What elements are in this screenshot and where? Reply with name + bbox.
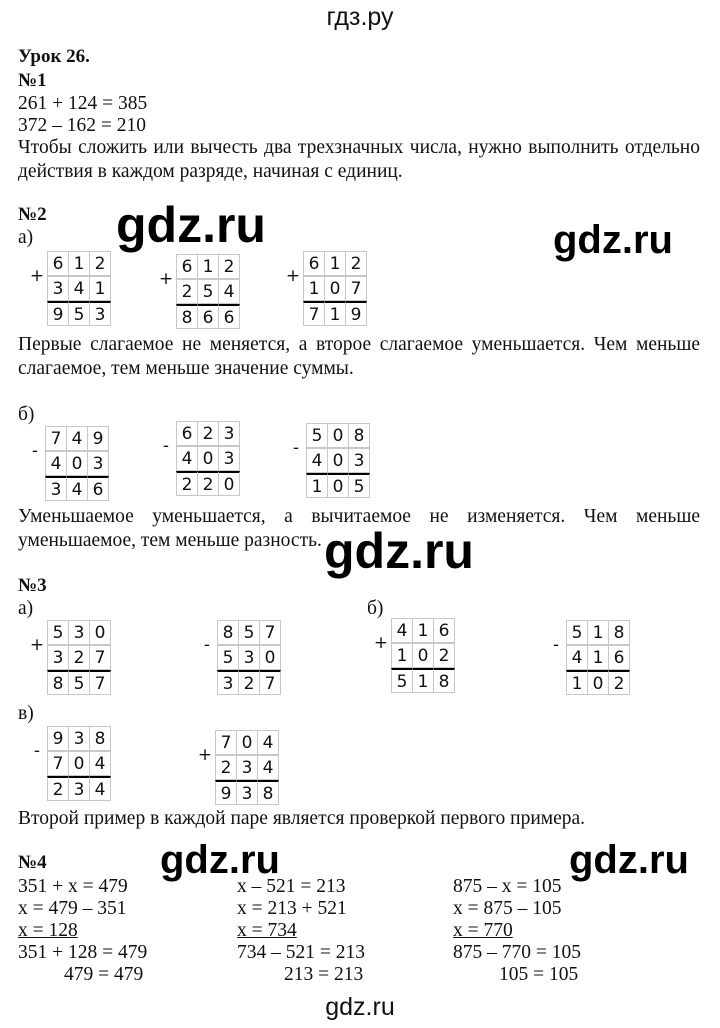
calc-row <box>545 621 630 655</box>
calc-operator: - <box>31 441 39 461</box>
calc-row <box>26 302 111 327</box>
calc-digit: 1 <box>566 670 588 695</box>
calc-2b-3 <box>285 424 370 499</box>
calc-digit: 0 <box>259 645 281 670</box>
calc-operator-space <box>370 669 392 694</box>
calc-digit: 0 <box>327 448 349 473</box>
ex4-c1-l3: х = 128 <box>18 920 78 941</box>
calc-digit: 2 <box>238 670 260 695</box>
calc-digit: 0 <box>89 620 111 645</box>
calc-digit: 2 <box>176 471 198 496</box>
calc-digit: 9 <box>345 301 367 326</box>
calc-digit: 4 <box>66 476 88 501</box>
calc-row <box>26 727 111 761</box>
calc-digit: 1 <box>324 301 346 326</box>
calc-digit: 8 <box>608 620 630 645</box>
calc-digit: 0 <box>236 730 258 755</box>
calc-2a-3 <box>282 252 367 327</box>
calc-digit: 3 <box>238 645 260 670</box>
calc-digit: 2 <box>197 421 219 446</box>
calc-row <box>155 422 240 456</box>
calc-digit: 0 <box>327 473 349 498</box>
calc-digit: 1 <box>412 668 434 693</box>
calc-digit: 0 <box>324 276 346 301</box>
calc-digit: 4 <box>306 448 328 473</box>
calc-digit: 2 <box>345 251 367 276</box>
calc-digit: 3 <box>89 301 111 326</box>
calc-digit: 3 <box>218 421 240 446</box>
calc-digit: 2 <box>197 471 219 496</box>
lesson-title: Урок 26. <box>18 46 90 67</box>
calc-digit: 6 <box>608 645 630 670</box>
calc-row <box>26 671 111 696</box>
ex4-c2-l3: х = 734 <box>237 920 297 941</box>
calc-digit: 0 <box>218 471 240 496</box>
calc-digit: 6 <box>433 618 455 643</box>
ex2-a-label: а) <box>18 227 34 248</box>
ex2-b-text: Уменьшаемое уменьшается, а вычитаемое не изменяется. Чем меньше уменьшаемое, тем меньше разность. <box>18 506 700 551</box>
ex4-c2-l1: х – 521 = 213 <box>237 876 346 897</box>
calc-digit: 0 <box>66 451 88 476</box>
ex3-a-label: а) <box>18 598 34 619</box>
calc-3v-2 <box>194 731 279 806</box>
ex4-c1-l1: 351 + х = 479 <box>18 876 128 897</box>
calc-operator-space <box>26 302 48 327</box>
calc-row <box>26 777 111 802</box>
calc-digit: 6 <box>197 304 219 329</box>
calc-operator-space <box>196 671 218 696</box>
ex4-c3-l2: х = 875 – 105 <box>453 898 562 919</box>
calc-row <box>196 671 281 696</box>
ex4-c2-l2: х = 213 + 521 <box>237 898 347 919</box>
calc-digit: 5 <box>47 620 69 645</box>
calc-digit: 7 <box>215 730 237 755</box>
calc-3b-1 <box>370 619 455 694</box>
watermark-1: gdz.ru <box>116 197 266 253</box>
calc-digit: 3 <box>217 670 239 695</box>
calc-operator: + <box>29 266 45 286</box>
ex1-line-2: 372 – 162 = 210 <box>18 115 146 136</box>
calc-operator: - <box>292 438 300 458</box>
calc-row <box>155 305 240 330</box>
calc-operator-space <box>194 781 216 806</box>
calc-operator-space <box>285 474 307 499</box>
calc-operator-space <box>155 305 177 330</box>
calc-digit: 1 <box>587 645 609 670</box>
calc-digit: 4 <box>566 645 588 670</box>
calc-3v-1 <box>26 727 111 802</box>
calc-digit: 0 <box>327 423 349 448</box>
calc-digit: 3 <box>236 780 258 805</box>
ex4-c3-l4: 875 – 770 = 105 <box>453 942 581 963</box>
calc-digit: 7 <box>45 426 67 451</box>
calc-digit: 4 <box>257 730 279 755</box>
calc-digit: 6 <box>218 304 240 329</box>
calc-row <box>26 252 111 286</box>
calc-row <box>285 474 370 499</box>
ex4-c1-l4: 351 + 128 = 479 <box>18 942 148 963</box>
calc-operator: - <box>552 635 560 655</box>
calc-digit: 3 <box>87 451 109 476</box>
calc-digit: 7 <box>259 620 281 645</box>
calc-row <box>370 619 455 653</box>
watermark-2: gdz.ru <box>553 218 673 262</box>
ex4-c3-l1: 875 – х = 105 <box>453 876 562 897</box>
calc-digit: 4 <box>45 451 67 476</box>
calc-digit: 2 <box>215 755 237 780</box>
ex3-text: Второй пример в каждой паре является проверкой первого примера. <box>18 808 586 829</box>
calc-digit: 6 <box>87 476 109 501</box>
ex3-b-label: б) <box>367 598 384 619</box>
calc-digit: 3 <box>218 446 240 471</box>
calc-digit: 7 <box>89 670 111 695</box>
ex4-c2-l4: 734 – 521 = 213 <box>237 942 365 963</box>
calc-digit: 1 <box>197 254 219 279</box>
calc-digit: 3 <box>47 645 69 670</box>
calc-row <box>155 472 240 497</box>
calc-digit: 5 <box>197 279 219 304</box>
calc-digit: 1 <box>412 618 434 643</box>
calc-operator-space <box>155 472 177 497</box>
calc-operator-space <box>24 477 46 502</box>
calc-row <box>194 781 279 806</box>
calc-operator: - <box>162 436 170 456</box>
calc-digit: 8 <box>47 670 69 695</box>
calc-digit: 4 <box>68 276 90 301</box>
calc-digit: 5 <box>391 668 413 693</box>
ex2-title: №2 <box>18 204 47 225</box>
ex3-v-label: в) <box>18 703 34 724</box>
ex3-title: №3 <box>18 575 47 596</box>
ex4-c3-l3: х = 770 <box>453 920 513 941</box>
site-title[interactable]: гдз.ру <box>326 3 394 31</box>
calc-operator: + <box>158 269 174 289</box>
calc-row <box>24 477 109 502</box>
calc-digit: 6 <box>303 251 325 276</box>
calc-digit: 0 <box>68 751 90 776</box>
calc-2b-1 <box>24 427 109 502</box>
calc-row <box>285 424 370 458</box>
calc-digit: 3 <box>68 620 90 645</box>
calc-digit: 4 <box>257 755 279 780</box>
footer-site[interactable]: gdz.ru <box>325 993 395 1021</box>
calc-digit: 0 <box>412 643 434 668</box>
calc-digit: 7 <box>47 751 69 776</box>
calc-operator-space <box>282 302 304 327</box>
ex4-title: №4 <box>18 852 47 873</box>
ex4-c1-l2: х = 479 – 351 <box>18 898 127 919</box>
calc-row <box>155 255 240 289</box>
calc-digit: 1 <box>68 251 90 276</box>
calc-operator: + <box>29 635 45 655</box>
calc-digit: 2 <box>608 670 630 695</box>
calc-digit: 7 <box>259 670 281 695</box>
calc-digit: 2 <box>47 776 69 801</box>
calc-digit: 2 <box>89 251 111 276</box>
calc-row <box>26 621 111 655</box>
ex2-a-text: Первые слагаемое не меняется, а второе слагаемое уменьшается. Чем меньше слагаемое, тем меньше значение суммы. <box>18 334 700 379</box>
calc-digit: 5 <box>566 620 588 645</box>
calc-digit: 5 <box>68 670 90 695</box>
calc-digit: 2 <box>68 645 90 670</box>
calc-digit: 4 <box>89 751 111 776</box>
calc-digit: 6 <box>47 251 69 276</box>
calc-digit: 3 <box>47 276 69 301</box>
calc-operator: + <box>373 633 389 653</box>
calc-digit: 7 <box>345 276 367 301</box>
calc-digit: 8 <box>217 620 239 645</box>
calc-digit: 5 <box>68 301 90 326</box>
calc-digit: 1 <box>303 276 325 301</box>
calc-digit: 3 <box>348 448 370 473</box>
calc-digit: 4 <box>218 279 240 304</box>
ex4-c3-l5: 105 = 105 <box>499 964 579 985</box>
calc-3b-2 <box>545 621 630 696</box>
ex4-c1-l5: 479 = 479 <box>64 964 144 985</box>
calc-digit: 3 <box>68 726 90 751</box>
ex1-title: №1 <box>18 70 47 91</box>
calc-row <box>282 252 367 286</box>
calc-operator: - <box>203 635 211 655</box>
calc-digit: 1 <box>306 473 328 498</box>
calc-digit: 1 <box>391 643 413 668</box>
ex1-line-1: 261 + 124 = 385 <box>18 93 148 114</box>
calc-digit: 0 <box>587 670 609 695</box>
watermark-5: gdz.ru <box>569 838 689 882</box>
ex1-text: Чтобы сложить или вычесть два трехзначных числа, нужно выполнить отдельно действия в каждом разряде, начиная с единиц. <box>18 137 700 182</box>
calc-operator-space <box>26 777 48 802</box>
calc-digit: 3 <box>68 776 90 801</box>
calc-digit: 8 <box>89 726 111 751</box>
calc-row <box>282 302 367 327</box>
calc-digit: 3 <box>236 755 258 780</box>
calc-digit: 5 <box>238 620 260 645</box>
calc-digit: 0 <box>197 446 219 471</box>
calc-digit: 1 <box>324 251 346 276</box>
calc-digit: 6 <box>176 254 198 279</box>
calc-digit: 9 <box>47 301 69 326</box>
calc-operator-space <box>26 671 48 696</box>
calc-digit: 6 <box>176 421 198 446</box>
calc-operator: + <box>197 745 213 765</box>
calc-row <box>196 621 281 655</box>
calc-digit: 8 <box>257 780 279 805</box>
calc-digit: 9 <box>47 726 69 751</box>
calc-digit: 1 <box>89 276 111 301</box>
calc-digit: 8 <box>176 304 198 329</box>
calc-2a-1 <box>26 252 111 327</box>
calc-operator-space <box>545 671 567 696</box>
calc-digit: 4 <box>89 776 111 801</box>
calc-2b-2 <box>155 422 240 497</box>
calc-digit: 1 <box>587 620 609 645</box>
calc-digit: 4 <box>391 618 413 643</box>
calc-digit: 2 <box>433 643 455 668</box>
calc-digit: 5 <box>348 473 370 498</box>
calc-3a-2 <box>196 621 281 696</box>
calc-operator: + <box>285 266 301 286</box>
calc-digit: 4 <box>176 446 198 471</box>
calc-digit: 7 <box>89 645 111 670</box>
calc-digit: 2 <box>218 254 240 279</box>
calc-digit: 9 <box>215 780 237 805</box>
watermark-3: gdz.ru <box>324 523 474 579</box>
calc-digit: 8 <box>348 423 370 448</box>
calc-digit: 7 <box>303 301 325 326</box>
calc-row <box>24 427 109 461</box>
watermark-4: gdz.ru <box>160 838 280 882</box>
calc-digit: 5 <box>217 645 239 670</box>
ex2-b-label: б) <box>18 404 35 425</box>
calc-digit: 9 <box>87 426 109 451</box>
calc-3a-1 <box>26 621 111 696</box>
calc-digit: 5 <box>306 423 328 448</box>
calc-operator: - <box>33 741 41 761</box>
calc-digit: 2 <box>176 279 198 304</box>
calc-row <box>545 671 630 696</box>
calc-row <box>370 669 455 694</box>
calc-row <box>194 731 279 765</box>
calc-digit: 8 <box>433 668 455 693</box>
calc-digit: 4 <box>66 426 88 451</box>
ex4-c2-l5: 213 = 213 <box>284 964 364 985</box>
calc-2a-2 <box>155 255 240 330</box>
calc-digit: 3 <box>45 476 67 501</box>
